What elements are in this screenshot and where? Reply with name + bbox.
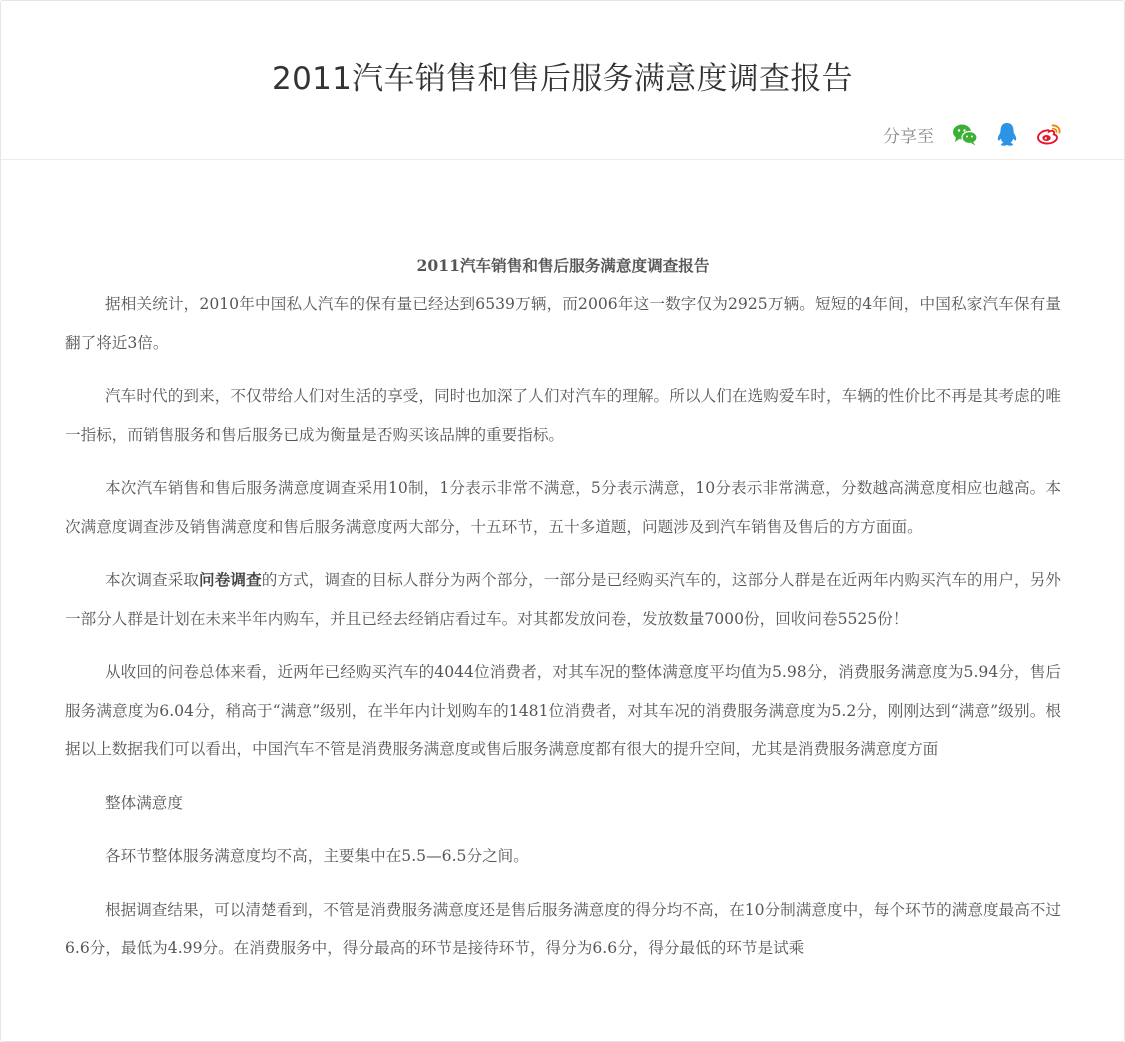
paragraph-text: 本次调查采取 bbox=[105, 571, 200, 589]
paragraph: 据相关统计，2010年中国私人汽车的保有量已经达到6539万辆，而2006年这一数字仅为2925万辆。短短的4年间，中国私家汽车保有量翻了将近3倍。 bbox=[65, 295, 1061, 352]
paragraph: 汽车时代的到来，不仅带给人们对生活的享受，同时也加深了人们对汽车的理解。所以人们在选购爱车时，车辆的性价比不再是其考虑的唯一指标，而销售服务和售后服务已成为衡量是否购买该品牌的重要指标。 bbox=[65, 387, 1061, 444]
share-bar bbox=[883, 121, 1062, 147]
bold-term: 问卷调查 bbox=[199, 570, 262, 589]
paragraph: 本次汽车销售和售后服务满意度调查采用10制，1分表示非常不满意，5分表示满意，10分表示非常满意，分数越高满意度相应也越高。本次满意度调查涉及销售满意度和售后服务满意度两大部分，十五环节，五十多道题，问题涉及到汽车销售及售后的方方面面。 bbox=[65, 479, 1061, 536]
paragraph-text: 的方式，调查的目标人群分为两个部分，一部分是已经购买汽车的，这部分人群是在近两年内购买汽车的用户，另外一部分人群是计划在未来半年内购车，并且已经去经销店看过车。对其都发放问卷，发放数量7000份，回收问卷5525份！ bbox=[65, 571, 1061, 628]
paragraph: 从收回的问卷总体来看，近两年已经购买汽车的4044位消费者，对其车况的整体满意度平均值为5.98分，消费服务满意度为5.94分，售后服务满意度为6.04分，稍高于“满意”级别，在半年内计划购车的1481位消费者，对其车况的消费服务满意度为5.2分，刚刚达到“满意”级别。根据以上数据我们可以看出，中国汽车不管是消费服务满意度或售后服务满意度都有很大的提升空间，尤其是消费服务满意度方面 bbox=[65, 663, 1061, 758]
paragraph: 各环节整体服务满意度均不高，主要集中在5.5—6.5分之间。 bbox=[105, 847, 529, 865]
qq-icon[interactable] bbox=[994, 121, 1020, 147]
page-header bbox=[1, 1, 1124, 160]
paragraph bbox=[65, 561, 1061, 638]
article-heading: 2011汽车销售和售后服务满意度调查报告 bbox=[416, 256, 710, 275]
share-label: 分享至 bbox=[883, 126, 934, 147]
wechat-icon[interactable] bbox=[952, 121, 978, 147]
section-heading: 整体满意度 bbox=[105, 793, 183, 812]
weibo-icon[interactable] bbox=[1036, 121, 1062, 147]
article-body bbox=[65, 251, 1061, 983]
paragraph: 根据调查结果，可以清楚看到，不管是消费服务满意度还是售后服务满意度的得分均不高，在10分制满意度中，每个环节的满意度最高不过6.6分，最低为4.99分。在消费服务中，得分最高的环节是接待环节，得分为6.6分，得分最低的环节是试乘 bbox=[65, 900, 1061, 957]
page-title: 2011汽车销售和售后服务满意度调查报告 bbox=[272, 61, 853, 97]
